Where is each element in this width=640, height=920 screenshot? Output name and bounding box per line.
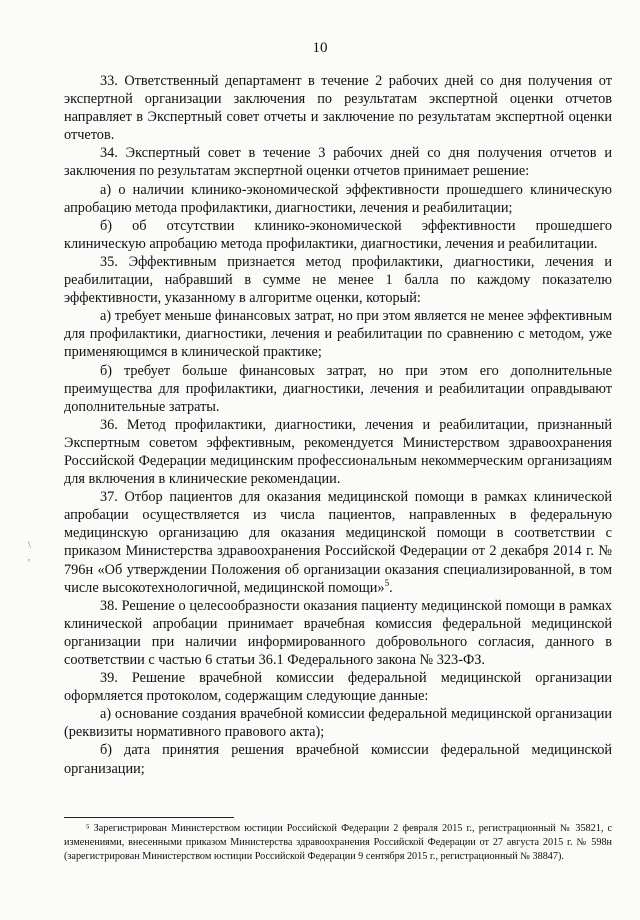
paragraph-38: 38. Решение о целесообразности оказания пациенту медицинской помощи в рамках клинической апробации принимает врачебная комиссия федеральной медицинской организации при наличии информированного добровольного согласия, данного в соответствии с частью 6 статьи 36.1 Федерального закона № 323-ФЗ. bbox=[64, 597, 612, 668]
paragraph-34a: а) о наличии клинико-экономической эффективности прошедшего клиническую апробацию метода профилактики, диагностики, лечения и реабилитации; bbox=[64, 181, 612, 216]
paragraph-39: 39. Решение врачебной комиссии федеральной медицинской организации оформляется протоколом, содержащим следующие данные: bbox=[64, 670, 612, 705]
paragraph-35a: а) требует меньше финансовых затрат, но при этом является не менее эффективным для профилактики, диагностики, лечения и реабилитации по сравнению с методом, уже применяющимся в клинической практике; bbox=[64, 308, 612, 361]
paragraph-37-text: 37. Отбор пациентов для оказания медицинской помощи в рамках клинической апробации осуществляется из числа пациентов, направленных в федеральную медицинскую организацию для оказания медицинской помощи в соответствии с приказом Министерства здравоохранения Российской Федерации от 2 декабря 2014 г. № 796н «Об утверждении Положения об организации оказания специализированной, в том числе высокотехнологичной, медицинской помощи» bbox=[64, 489, 612, 596]
margin-mark: \ bbox=[28, 540, 31, 551]
paragraph-35: 35. Эффективным признается метод профилактики, диагностики, лечения и реабилитации, набравший в сумме не менее 1 балла по каждому показателю эффективности, указанному в алгоритме оценки, который: bbox=[64, 253, 612, 307]
footnote-reference[interactable]: 5 bbox=[384, 577, 390, 588]
margin-mark: ' bbox=[28, 558, 30, 569]
paragraph-39a: а) основание создания врачебной комиссии федеральной медицинской организации (реквизиты нормативного правового акта); bbox=[64, 706, 612, 741]
paragraph-36: 36. Метод профилактики, диагностики, лечения и реабилитации, признанный Экспертным советом эффективным, рекомендуется Министерством здравоохранения Российской Федерации медицинским профессиональным некоммерческим организациям для включения в клинические рекомендации. bbox=[64, 416, 612, 488]
paragraph-37-end: . bbox=[389, 579, 393, 596]
page-number: 10 bbox=[312, 40, 328, 56]
paragraph-35b: б) требует больше финансовых затрат, но при этом его дополнительные преимущества для профилактики, диагностики, лечения и реабилитации оправдывают дополнительные затраты. bbox=[64, 362, 612, 415]
paragraph-34b: б) об отсутствии клинико-экономической эффективности прошедшего клиническую апробацию метода профилактики, диагностики, лечения и реабилитации. bbox=[64, 217, 612, 252]
paragraph-39b: б) дата принятия решения врачебной комиссии федеральной медицинской организации; bbox=[64, 742, 612, 777]
paragraph-34: 34. Экспертный совет в течение 3 рабочих дней со дня получения отчетов и заключения по результатам экспертной оценки отчетов принимает решение: bbox=[64, 145, 612, 180]
footnote-divider bbox=[64, 817, 234, 818]
footnotes bbox=[64, 822, 612, 864]
paragraph-33: 33. Ответственный департамент в течение 2 рабочих дней со дня получения от экспертной организации заключения по результатам экспертной оценки отчетов направляет в Экспертный совет отчеты и заключение по результатам экспертной оценки отчетов. bbox=[64, 73, 612, 144]
footnote-5: ⁵ Зарегистрирован Министерством юстиции Российской Федерации 2 февраля 2015 г., регистрационный № 35821, с изменениями, внесенными приказом Министерства здравоохранения Российской Федерации от 27 августа 2015 г. № 598н (зарегистрирован Министерством юстиции Российской Федерации 9 сентября 2015 г., регистрационный № 38847). bbox=[64, 823, 612, 862]
paragraph-37 bbox=[64, 488, 612, 597]
document-body bbox=[64, 72, 612, 778]
